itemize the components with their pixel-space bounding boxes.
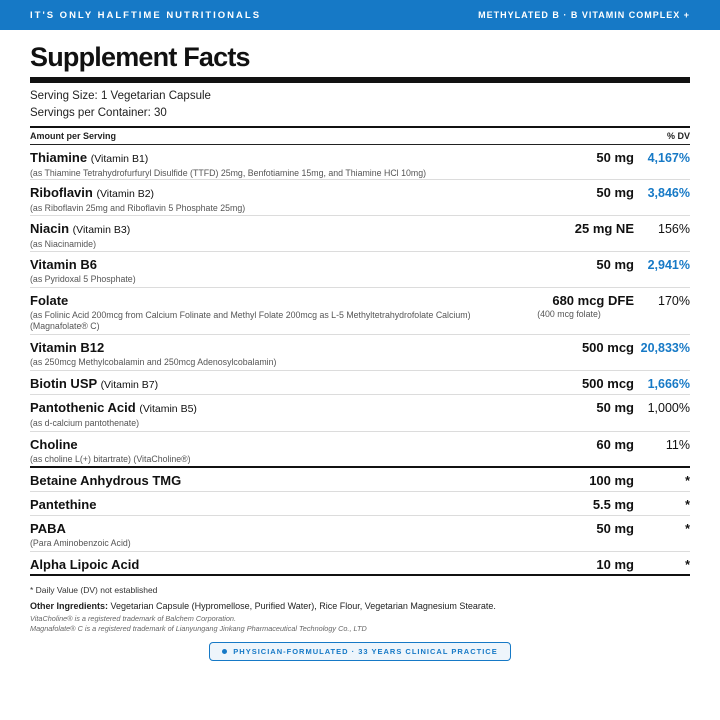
amount-cell: [484, 340, 634, 356]
dv-header: % DV: [666, 131, 690, 141]
amount-cell: [484, 376, 634, 392]
nutrient-info: [30, 293, 484, 332]
nutrient-name-text: Thiamine: [30, 150, 88, 165]
daily-value: 3,846%: [647, 186, 690, 200]
daily-value: 156%: [658, 222, 690, 236]
nutrient-info: [30, 185, 484, 214]
amount-cell: [484, 221, 634, 237]
amount-cell: [484, 521, 634, 537]
nutrient-row: [30, 180, 690, 216]
nutrient-source: (as choline L(+) bitartrate) (VitaCholine®): [30, 454, 191, 464]
nutrient-row: [30, 145, 690, 180]
trademark-note-1: VitaCholine® is a registered trademark of Balchem Corporation.: [30, 614, 237, 623]
nutrient-form: (Vitamin B1): [90, 153, 149, 165]
nutrient-source: (as d-calcium pantothenate): [30, 418, 140, 428]
nutrient-name: [30, 221, 484, 238]
nutrient-name-text: Vitamin B6: [30, 257, 97, 272]
amount-cell: [484, 293, 634, 320]
nutrient-info: [30, 437, 484, 465]
nutrient-row: [30, 288, 690, 335]
daily-value: *: [685, 498, 690, 512]
nutrient-name: Alpha Lipoic Acid: [30, 557, 140, 572]
nutrient-name: [30, 340, 484, 356]
nutrient-amount: 50 mg: [596, 521, 634, 536]
nutrient-name-text: Folate: [30, 293, 69, 308]
nutrient-amount: 50 mg: [596, 257, 634, 272]
nutrient-list: [30, 145, 690, 576]
nutrient-info: [30, 497, 484, 513]
amount-cell: [484, 150, 634, 166]
amount-cell: [484, 257, 634, 273]
nutrient-amount: 25 mg NE: [574, 221, 634, 236]
nutrient-form: (Vitamin B5): [139, 403, 197, 415]
other-nutrient-row: [30, 552, 690, 576]
trademark-note-2: Magnafolate® C is a registered trademark of Lianyungang Jinkang Pharmaceutical Technology Co., LTD: [30, 624, 367, 633]
nutrient-row: [30, 371, 690, 395]
nutrient-row: [30, 252, 690, 288]
nutrient-amount: 50 mg: [596, 185, 634, 200]
daily-value: 20,833%: [640, 341, 690, 355]
amount-cell: [484, 557, 634, 573]
daily-value: *: [685, 522, 690, 536]
servings-per-container: Servings per Container: 30: [30, 107, 167, 119]
nutrient-amount: 5.5 mg: [592, 497, 634, 512]
nutrient-source: (as Riboflavin 25mg and Riboflavin 5 Phosphate 25mg): [30, 203, 246, 213]
table-header: [30, 128, 690, 145]
nutrient-source: (as Folinic Acid 200mcg from Calcium Folinate and Methyl Folate 200mcg as L-5 Methyltetrahydrofolate Calcium) (Magnafolate® C): [30, 310, 471, 331]
daily-value: *: [685, 558, 690, 572]
bullet-dot-icon: [222, 649, 227, 654]
amount-cell: [484, 185, 634, 201]
nutrient-row: [30, 216, 690, 252]
nutrient-name: PABA: [30, 521, 66, 536]
nutrient-name: [30, 437, 484, 453]
nutrient-info: [30, 221, 484, 250]
nutrient-amount: 500 mcg: [581, 376, 634, 391]
nutrient-amount: 60 mg: [596, 437, 634, 452]
nutrient-name-text: Riboflavin: [30, 185, 93, 200]
nutrient-name: [30, 150, 484, 167]
nutrient-name-text: Pantothenic Acid: [30, 400, 136, 415]
other-nutrient-row: [30, 468, 690, 492]
nutrient-amount: 10 mg: [596, 557, 634, 572]
nutrient-amount: 680 mcg DFE: [552, 293, 634, 308]
nutrient-name-text: Choline: [30, 437, 78, 452]
thick-divider: [30, 77, 690, 83]
nutrient-row: [30, 395, 690, 432]
nutrient-name: Pantethine: [30, 497, 97, 512]
amount-cell: [484, 473, 634, 489]
nutrient-source: (as Pyridoxal 5 Phosphate): [30, 274, 136, 284]
nutrient-info: [30, 257, 484, 285]
nutrient-info: [30, 150, 484, 179]
nutrient-form: (Vitamin B7): [100, 379, 159, 391]
nutrient-source: (as Niacinamide): [30, 239, 96, 249]
nutrient-info: [30, 376, 484, 393]
nutrient-amount: 50 mg: [596, 400, 634, 415]
nutrient-name: [30, 257, 484, 273]
badge-container: [0, 642, 720, 661]
daily-value: 1,000%: [647, 401, 690, 415]
dv-footnote: * Daily Value (DV) not established: [30, 585, 158, 595]
daily-value: 11%: [665, 438, 690, 452]
nutrient-row: [30, 335, 690, 371]
nutrient-form: (Vitamin B2): [96, 188, 155, 200]
product-line: METHYLATED B · B VITAMIN COMPLEX +: [478, 10, 690, 20]
nutrient-name: [30, 400, 484, 417]
other-ingredients-text: Vegetarian Capsule (Hypromellose, Purified Water), Rice Flour, Vegetarian Magnesium Stearate.: [108, 601, 496, 611]
nutrient-name: Betaine Anhydrous TMG: [30, 473, 182, 488]
nutrient-name-text: Niacin: [30, 221, 70, 236]
nutrient-name: [30, 185, 484, 202]
top-banner: [0, 0, 720, 30]
nutrient-name-text: Vitamin B12: [30, 340, 105, 355]
nutrient-amount-note: (400 mcg folate): [537, 309, 601, 319]
nutrient-info: [30, 473, 484, 489]
nutrient-name-text: Biotin USP: [30, 376, 97, 391]
nutrient-info: [30, 400, 484, 429]
daily-value: 170%: [658, 294, 690, 308]
amount-cell: [484, 437, 634, 453]
footnotes: [0, 584, 720, 634]
daily-value: 2,941%: [647, 258, 690, 272]
brand-name: IT'S ONLY HALFTIME NUTRITIONALS: [30, 9, 262, 21]
amount-header: Amount per Serving: [30, 131, 117, 141]
serving-size: Serving Size: 1 Vegetarian Capsule: [30, 90, 211, 102]
other-ingredients: [30, 600, 690, 612]
badge-text: PHYSICIAN-FORMULATED · 33 YEARS CLINICAL PRACTICE: [233, 647, 498, 656]
nutrient-info: [30, 521, 484, 549]
other-ingredients-label: Other Ingredients:: [30, 601, 109, 611]
nutrient-name: [30, 376, 484, 393]
amount-cell: [484, 400, 634, 416]
daily-value: *: [685, 474, 690, 488]
nutrient-source: (as 250mcg Methylcobalamin and 250mcg Adenosylcobalamin): [30, 357, 277, 367]
nutrient-info: [30, 340, 484, 368]
nutrient-amount: 50 mg: [596, 150, 634, 165]
physician-badge: [209, 642, 510, 661]
nutrient-info: [30, 557, 484, 573]
nutrient-form: (Vitamin B3): [72, 224, 131, 236]
nutrient-source: (as Thiamine Tetrahydrofurfuryl Disulfide (TTFD) 25mg, Benfotiamine 15mg, and Thiamine HCl 10mg): [30, 168, 427, 178]
nutrient-source: (Para Aminobenzoic Acid): [30, 538, 131, 548]
other-nutrient-row: [30, 516, 690, 552]
daily-value: 4,167%: [647, 151, 690, 165]
daily-value: 1,666%: [647, 377, 690, 391]
amount-cell: [484, 497, 634, 513]
supplement-facts-panel: [0, 41, 720, 576]
other-nutrient-row: [30, 492, 690, 516]
panel-title: Supplement Facts: [30, 42, 250, 72]
nutrient-row: [30, 432, 690, 468]
nutrient-amount: 500 mcg: [581, 340, 634, 355]
nutrient-name: [30, 293, 484, 309]
nutrient-amount: 100 mg: [589, 473, 634, 488]
